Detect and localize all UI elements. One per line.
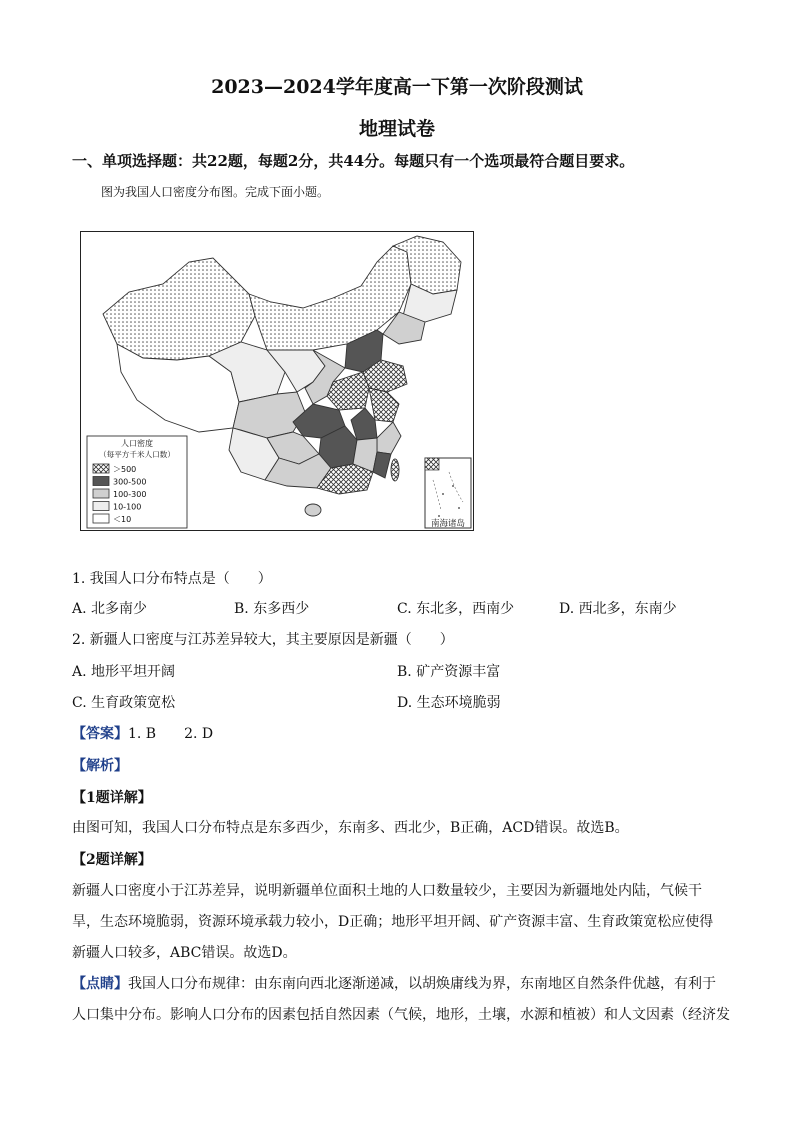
- question-1-stem: 1. 我国人口分布特点是（ ）: [72, 571, 272, 587]
- population-density-map: [80, 231, 474, 531]
- q1-option-c[interactable]: C. 东北多，西南少: [397, 601, 515, 617]
- detail-2-line-3: 新疆人口较多，ABC错误。故选D。: [72, 945, 297, 961]
- china-map-graphic: [81, 232, 474, 531]
- q2-option-c[interactable]: C. 生育政策宽松: [72, 695, 176, 711]
- q2-option-b[interactable]: B. 矿产资源丰富: [397, 664, 501, 680]
- detail-2-line-1: 新疆人口密度小于江苏差异，说明新疆单位面积土地的人口数量较少，主要因为新疆地处内陆，气候干: [72, 883, 702, 899]
- analysis-label: 【解析】: [72, 758, 128, 774]
- tip-line-2: 人口集中分布。影响人口分布的因素包括自然因素（气候，地形，土壤，水源和植被）和人文因素（经济发: [72, 1007, 730, 1023]
- question-intro: 图为我国人口密度分布图。完成下面小题。: [101, 185, 330, 199]
- detail-1-text: 由图可知，我国人口分布特点是东多西少，东南多、西北少，B正确，ACD错误。故选B。: [72, 820, 629, 836]
- legend-label-2: 100-300: [113, 490, 147, 499]
- q2-option-a[interactable]: A. 地形平坦开阔: [72, 664, 176, 680]
- answer-label: 【答案】: [72, 726, 128, 742]
- legend-swatch-0: [93, 464, 109, 473]
- region-jiangsu: [369, 388, 399, 422]
- tip-line-1: [72, 973, 716, 993]
- q2-option-d[interactable]: D. 生态环境脆弱: [397, 695, 501, 711]
- legend-unit: （每平方千米人口数）: [99, 450, 175, 459]
- region-taiwan: [391, 459, 399, 481]
- exam-title: 2023—2024学年度高一下第一次阶段测试: [211, 76, 583, 98]
- question-2-stem: 2. 新疆人口密度与江苏差异较大，其主要原因是新疆（ ）: [72, 632, 454, 648]
- region-anhui: [351, 408, 377, 440]
- inset-label: 南海诸岛: [430, 519, 466, 529]
- q1-option-a[interactable]: A. 北多南少: [72, 601, 148, 617]
- legend-swatch-2: [93, 489, 109, 498]
- section-heading: 一、单项选择题：共22题，每题2分，共44分。每题只有一个选项最符合题目要求。: [72, 152, 635, 170]
- legend-title: 人口密度: [121, 439, 153, 448]
- answer-text: 1. B 2. D: [128, 726, 214, 742]
- answer-line: [72, 723, 213, 743]
- tip-text-1: 我国人口分布规律：由东南向西北逐渐递减，以胡焕庸线为界，东南地区自然条件优越，有利于: [128, 976, 716, 992]
- legend-swatch-1: [93, 477, 109, 486]
- legend-label-4: ＜10: [113, 515, 132, 524]
- detail-1-label: 【1题详解】: [72, 790, 152, 806]
- legend-swatch-3: [93, 502, 109, 511]
- detail-2-line-2: 旱，生态环境脆弱，资源环境承载力较小，D正确；地形平坦开阔、矿产资源丰富、生育政策宽松应使得: [72, 914, 714, 930]
- region-xinjiang: [103, 258, 255, 360]
- q1-option-b[interactable]: B. 东多西少: [234, 601, 310, 617]
- q1-option-d[interactable]: D. 西北多，东南少: [559, 601, 677, 617]
- legend-label-3: 10-100: [113, 502, 142, 512]
- region-zhejiang: [377, 422, 401, 454]
- tip-label: 【点睛】: [72, 976, 128, 992]
- region-hainan: [305, 504, 321, 516]
- legend-label-1: 300-500: [113, 477, 147, 487]
- legend-swatch-4: [93, 514, 109, 523]
- detail-2-label: 【2题详解】: [72, 852, 152, 868]
- exam-subtitle: 地理试卷: [358, 118, 435, 140]
- legend-label-0: ＞500: [113, 465, 137, 474]
